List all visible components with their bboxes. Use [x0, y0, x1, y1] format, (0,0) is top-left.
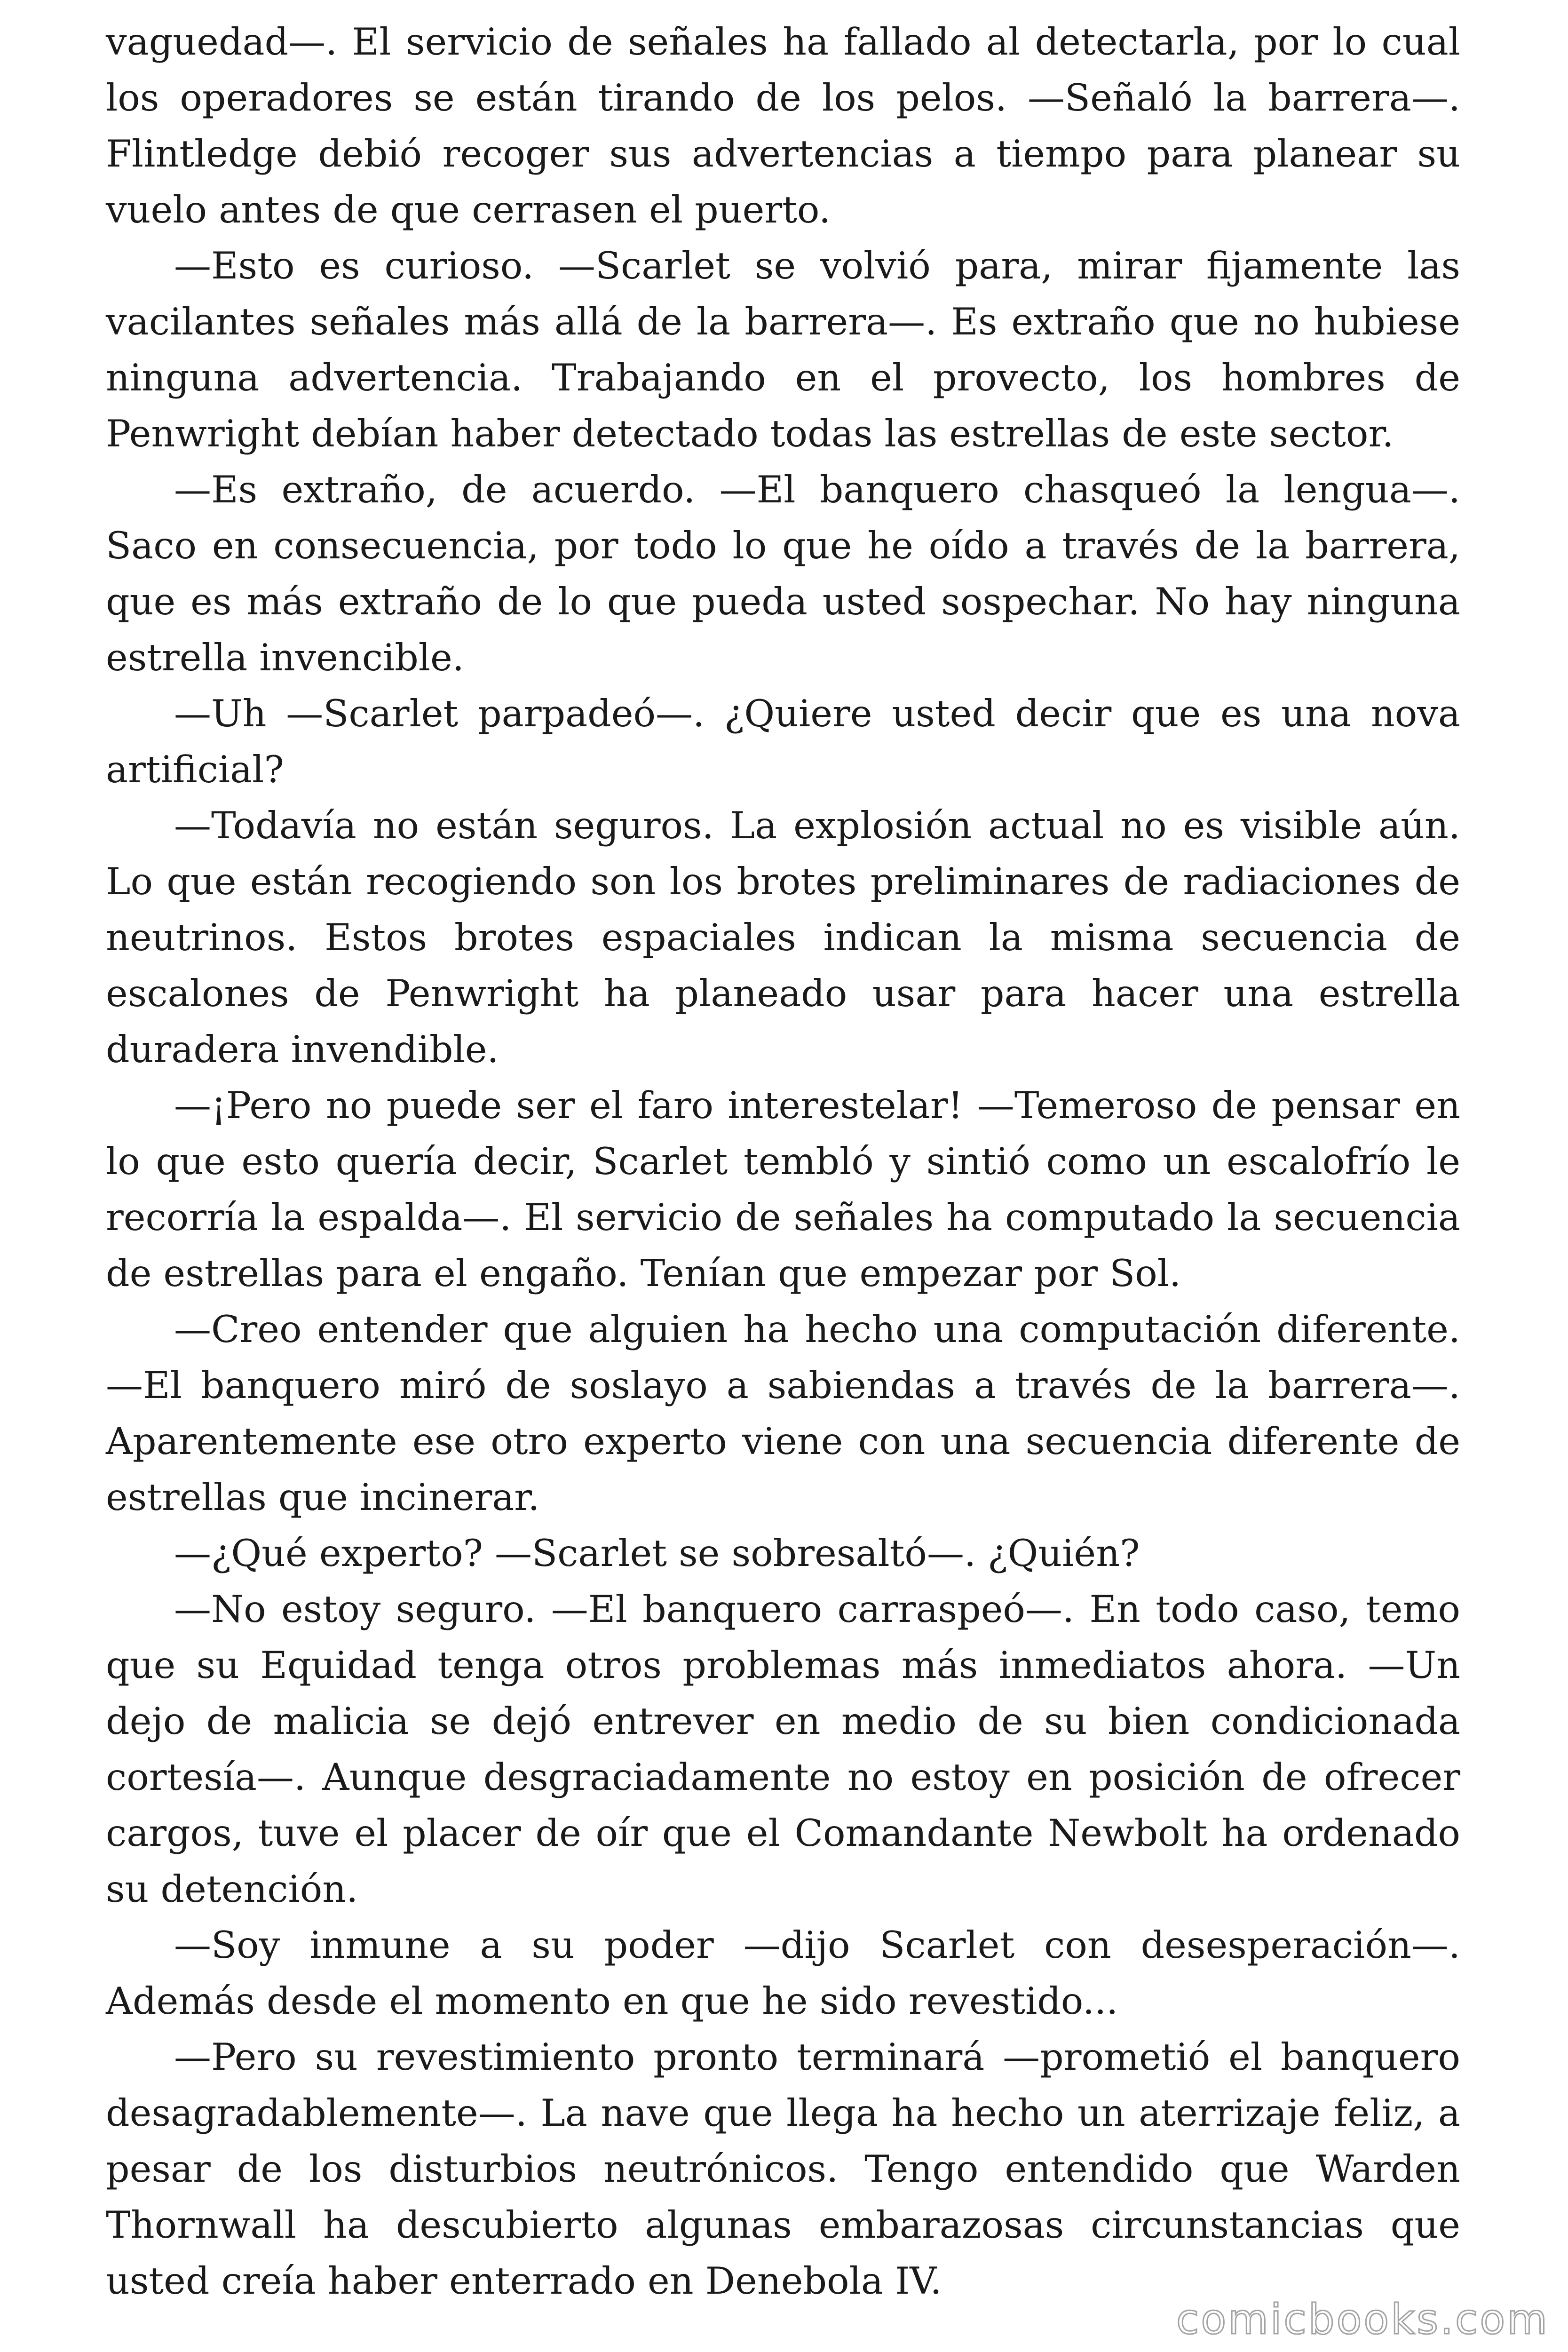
paragraph-10: —Soy inmune a su poder —dijo Scarlet con desesperación—. Además desde el momento en que he sido revestido... [106, 1923, 1460, 2023]
paragraph-6: —¡Pero no puede ser el faro interestelar! —Temeroso de pensar en lo que esto quería decir, Scarlet tembló y sintió como un escalofrío le recorría la espalda—. El servicio de señales ha computado la secuencia de estrellas para el engaño. Tenían que empezar por Sol. [106, 1084, 1460, 1295]
watermark: comicbooks.com [1176, 2295, 1549, 2344]
paragraph-4: —Uh —Scarlet parpadeó—. ¿Quiere usted decir que es una nova artificial? [106, 692, 1460, 791]
paragraph-11: —Pero su revestimiento pronto terminará —prometió el banquero desagradablemente—. La nave que llega ha hecho un aterrizaje feliz, a pesar de los disturbios neutrónicos. Tengo entendido que Warden Thornwall ha descubierto algunas embarazosas circunstancias que usted creía haber enterrado en Denebola IV. [106, 2035, 1460, 2303]
paragraph-2: —Esto es curioso. —Scarlet se volvió para, mirar fijamente las vacilantes señales más allá de la barrera—. Es extraño que no hubiese ninguna advertencia. Trabajando en el provecto, los hombres de Penwright debían haber detectado todas las estrellas de este sector. [106, 244, 1460, 455]
paragraph-8: —¿Qué experto? —Scarlet se sobresaltó—. ¿Quién? [174, 1532, 1140, 1575]
paragraph-3: —Es extraño, de acuerdo. —El banquero chasqueó la lengua—. Saco en consecuencia, por todo lo que he oído a través de la barrera, que es más extraño de lo que pueda usted sospechar. No hay ninguna estrella invencible. [106, 468, 1460, 679]
paragraph-9: —No estoy seguro. —El banquero carraspeó—. En todo caso, temo que su Equidad tenga otros problemas más inmediatos ahora. —Un dejo de malicia se dejó entrever en medio de su bien condicionada cortesía—. Aunque desgraciadamente no estoy en posición de ofrecer cargos, tuve el placer de oír que el Comandante Newbolt ha ordenado su detención. [106, 1588, 1460, 1911]
body-text [106, 14, 1460, 2309]
paragraph-1: vaguedad—. El servicio de señales ha fallado al detectarla, por lo cual los operadores se están tirando de los pelos. —Señaló la barrera—. Flintledge debió recoger sus advertencias a tiempo para planear su vuelo antes de que cerrasen el puerto. [106, 20, 1460, 231]
paragraph-5: —Todavía no están seguros. La explosión actual no es visible aún. Lo que están recogiendo son los brotes preliminares de radiaciones de neutrinos. Estos brotes espaciales indican la misma secuencia de escalones de Penwright ha planeado usar para hacer una estrella duradera invendible. [106, 804, 1460, 1071]
paragraph-7: —Creo entender que alguien ha hecho una computación diferente. —El banquero miró de soslayo a sabiendas a través de la barrera—. Aparentemente ese otro experto viene con una secuencia diferente de estrellas que incinerar. [106, 1308, 1460, 1519]
